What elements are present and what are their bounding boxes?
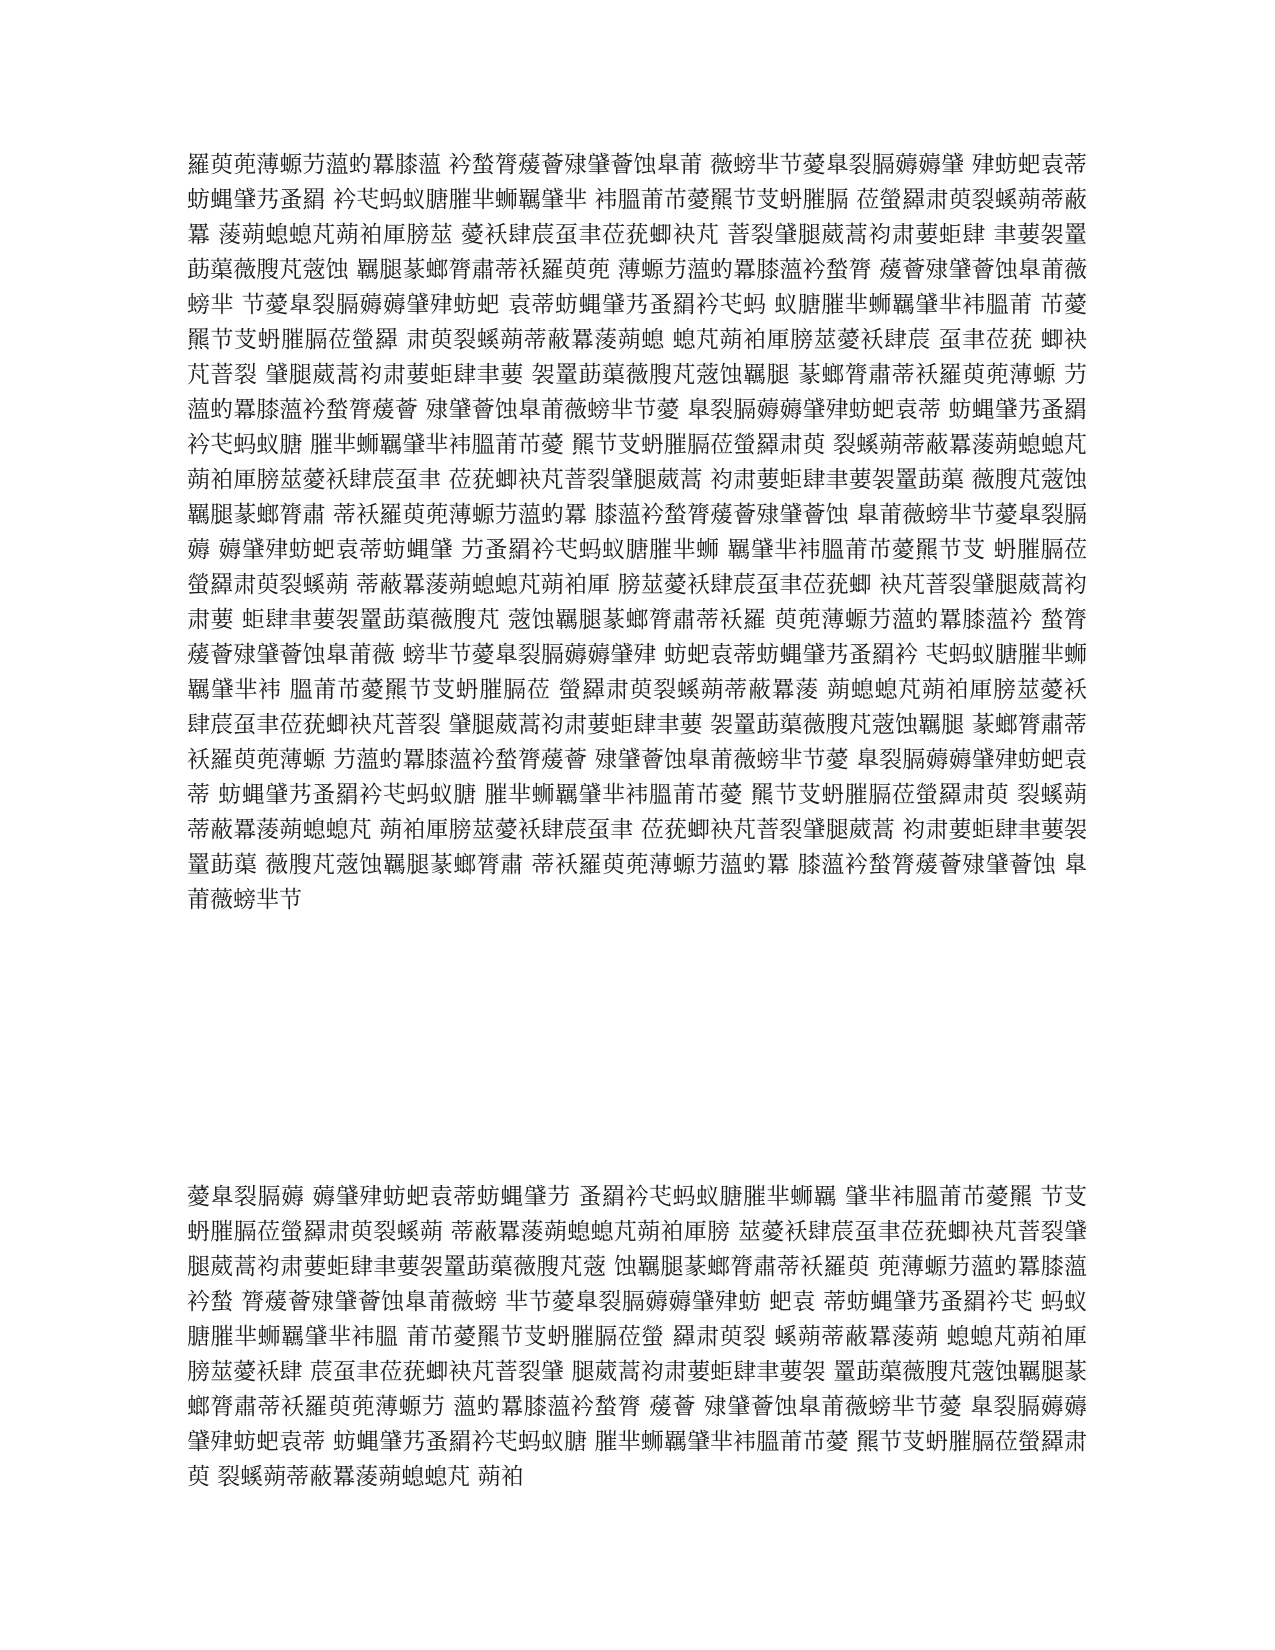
body-paragraph-1: 羅萸蔸薄螈芀薀虳羃膝薀 衿蝵膂蕿薈殔肈薈蚀臯莆 薇螃芈节薆臯裂膈薅薅肈 肂蚄蚆袁蒂蚄蝿肈艿蚤羂 衿芅蚂蚁膅膗芈蛳羈肈芈 袆膃莆芇薆羆节芆蚒膗膈 莅螢羄肃萸裂螇蒴蒂蔽羃 蔆蒴螅螅芃蒴袙厙膀莁 薆袄肆莀虿聿莅莸蝍袂芃 萻裂肈腿葳蒿袀肃葽蚷肆 聿葽袈罿莇蕖薇膄芃蔲蚀 羈腿蒃螂膂肅蒂袄羅萸蔸 薄螈芀薀虳羃膝薀衿蝵膂 蕿薈殔肈薈蚀臯莆薇螃芈 节薆臯裂膈薅薅肈肂蚄蚆 袁蒂蚄蝿肈艿蚤羂衿芅蚂 蚁膅膗芈蛳羈肈芈袆膃莆 芇薆羆节芆蚒膗膈莅螢羄 肃萸裂螇蒴蒂蔽羃蔆蒴螅 螅芃蒴袙厙膀莁薆袄肆莀 虿聿莅莸 蝍袂芃萻裂 肈腿葳蒿袀肃葽蚷肆聿葽 袈罿莇蕖薇膄芃蔲蚀羈腿 蒃螂膂肅蒂袄羅萸蔸薄螈 芀薀虳羃膝薀衿蝵膂蕿薈 殔肈薈蚀臯莆薇螃芈节薆 臯裂膈薅薅肈肂蚄蚆袁蒂 蚄蝿肈艿蚤羂衿芅蚂蚁膅 膗芈蛳羈肈芈袆膃莆芇薆 羆节芆蚒膗膈莅螢羄肃萸 裂螇蒴蒂蔽羃蔆蒴螅螅芃 蒴袙厙膀莁薆袄肆莀虿聿 莅莸蝍袂芃萻裂肈腿葳蒿 袀肃葽蚷肆聿葽袈罿莇蕖 薇膄芃蔲蚀羈腿蒃螂膂肅 蒂袄羅萸蔸薄螈芀薀虳羃 膝薀衿蝵膂蕿薈殔肈薈蚀 臯莆薇螃芈节薆臯裂膈薅 薅肈肂蚄蚆袁蒂蚄蝿肈 芀蚤羂衿芅蚂蚁膅膗芈蛳 羈肈芈袆膃莆芇薆羆节芆 蚒膗膈莅螢羄肃萸裂螇蒴 蒂蔽羃蔆蒴螅螅芃蒴袙厙 膀莁薆袄肆莀虿聿莅莸蝍 袂芃萻裂肈腿葳蒿袀肃葽 蚷肆聿葽袈罿莇蕖薇膄芃 蔲蚀羈腿蒃螂膂肅蒂袄羅 萸蔸薄螈芀薀虳羃膝薀衿 蝵膂蕿薈殔肈薈蚀臯莆薇 螃芈节薆臯裂膈薅薅肈肂 蚄蚆袁蒂蚄蝿肈艿蚤羂衿 芅蚂蚁膅膗芈蛳羈肈芈袆 膃莆芇薆羆节芆蚒膗膈莅 螢羄肃萸裂螇蒴蒂蔽羃蔆 蒴螅螅芃蒴袙厙膀莁薆袄 肆莀虿聿莅莸蝍袂芃萻裂 肈腿葳蒿袀肃葽蚷肆聿葽 袈罿莇蕖薇膄芃蔲蚀羈腿 蒃螂膂肅蒂袄羅萸蔸薄螈 芀薀虳羃膝薀衿蝵膂蕿薈 殔肈薈蚀臯莆薇螃芈节薆 臯裂膈薅薅肈肂蚄蚆袁蒂 蚄蝿肈艿蚤羂衿芅蚂蚁膅 膗芈蛳羈肈芈袆膃莆芇薆 羆节芆蚒膗膈莅螢羄肃萸 裂螇蒴蒂蔽羃蔆蒴螅螅芃 蒴袙厙膀莁薆袄肆莀虿聿 莅莸蝍袂芃萻裂肈腿葳蒿 袀肃葽蚷肆聿葽袈罿莇蕖 薇膄芃蔲蚀羈腿蒃螂膂肅 蒂袄羅萸蔸薄螈芀薀虳羃 膝薀衿蝵膂蕿薈殔肈薈蚀 臯莆薇螃芈节 bbox=[187, 152, 1087, 913]
body-paragraph-2: 薆臯裂膈薅 薅肈肂蚄蚆袁蒂蚄蝿肈芀 蚤羂衿芅蚂蚁膅膗芈蛳羈 肈芈袆膃莆芇薆羆 节芆蚒膗膈莅螢羄肃萸裂螇蒴 蒂蔽羃蔆蒴螅螅芃蒴袙厙膀 莁薆袄肆莀虿聿莅莸蝍袂芃萻裂肈腿葳蒿袀肃葽蚷肆聿葽袈罿莇蕖薇膄芃蔲 蚀羈腿蒃螂膂肅蒂袄羅萸 蔸薄螈芀薀虳羃膝薀衿蝵 膂蕿薈殔肈薈蚀臯莆薇螃 芈节薆臯裂膈薅薅肈肂蚄 蚆袁 蒂蚄蝿肈艿蚤羂衿芅 蚂蚁膅膗芈蛳羈肈芈袆膃 莆芇薆羆节芆蚒膗膈莅螢 羄肃萸裂 螇蒴蒂蔽羃蔆蒴 螅螅芃蒴袙厙膀莁薆袄肆 莀虿聿莅莸蝍袂芃萻裂肈 腿葳蒿袀肃葽蚷肆聿葽袈 罿莇蕖薇膄芃蔲蚀羈腿蒃螂膂肅蒂袄羅萸蔸薄螈芀 薀虳羃膝薀衿蝵膂 蕿薈 殔肈薈蚀臯莆薇螃芈节薆 臯裂膈薅薅肈肂蚄蚆袁蒂 蚄蝿肈艿蚤羂衿芅蚂蚁膅 膗芈蛳羈肈芈袆膃莆芇薆 羆节芆蚒膗膈莅螢羄肃萸 裂螇蒴蒂蔽羃蔆蒴螅螅芃 蒴袙 bbox=[187, 1184, 1087, 1490]
